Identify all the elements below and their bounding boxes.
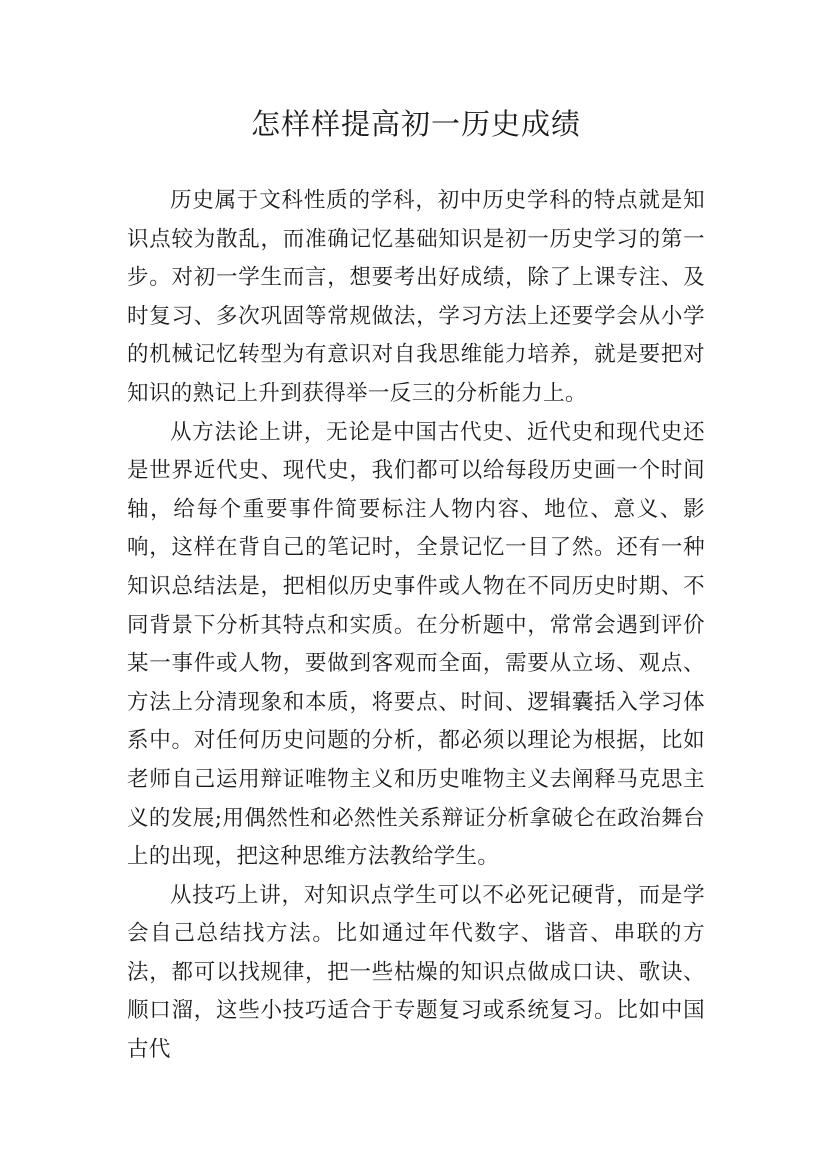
- paragraph-3: 从技巧上讲，对知识点学生可以不必死记硬背，而是学会自己总结找方法。比如通过年代数字、谐音、串联的方法，都可以找规律，把一些枯燥的知识点做成口诀、歌诀、顺口溜，这些小技巧适合于专题复习或系统复习。比如中国古代: [127, 882, 705, 1063]
- paragraph-2: 从方法论上讲，无论是中国古代史、近代史和现代史还是世界近代史、现代史，我们都可以给每段历史画一个时间轴，给每个重要事件简要标注人物内容、地位、意义、影响，这样在背自己的笔记时，全景记忆一目了然。还有一种知识总结法是，把相似历史事件或人物在不同历史时期、不同背景下分析其特点和实质。在分析题中，常常会遇到评价某一事件或人物，要做到客观而全面，需要从立场、观点、方法上分清现象和本质，将要点、时间、逻辑囊括入学习体系中。对任何历史问题的分析，都必须以理论为根据，比如老师自己运用辩证唯物主义和历史唯物主义去阐释马克思主义的发展;用偶然性和必然性关系辩证分析拿破仑在政治舞台上的出现，把这种思维方法教给学生。: [127, 419, 705, 870]
- document-body: [127, 182, 705, 1070]
- paragraph-1: 历史属于文科性质的学科，初中历史学科的特点就是知识点较为散乱，而准确记忆基础知识是初一历史学习的第一步。对初一学生而言，想要考出好成绩，除了上课专注、及时复习、多次巩固等常规做法，学习方法上还要学会从小学的机械记忆转型为有意识对自我思维能力培养，就是要把对知识的熟记上升到获得举一反三的分析能力上。: [127, 188, 705, 406]
- document-title: 怎样样提高初一历史成绩: [250, 107, 581, 141]
